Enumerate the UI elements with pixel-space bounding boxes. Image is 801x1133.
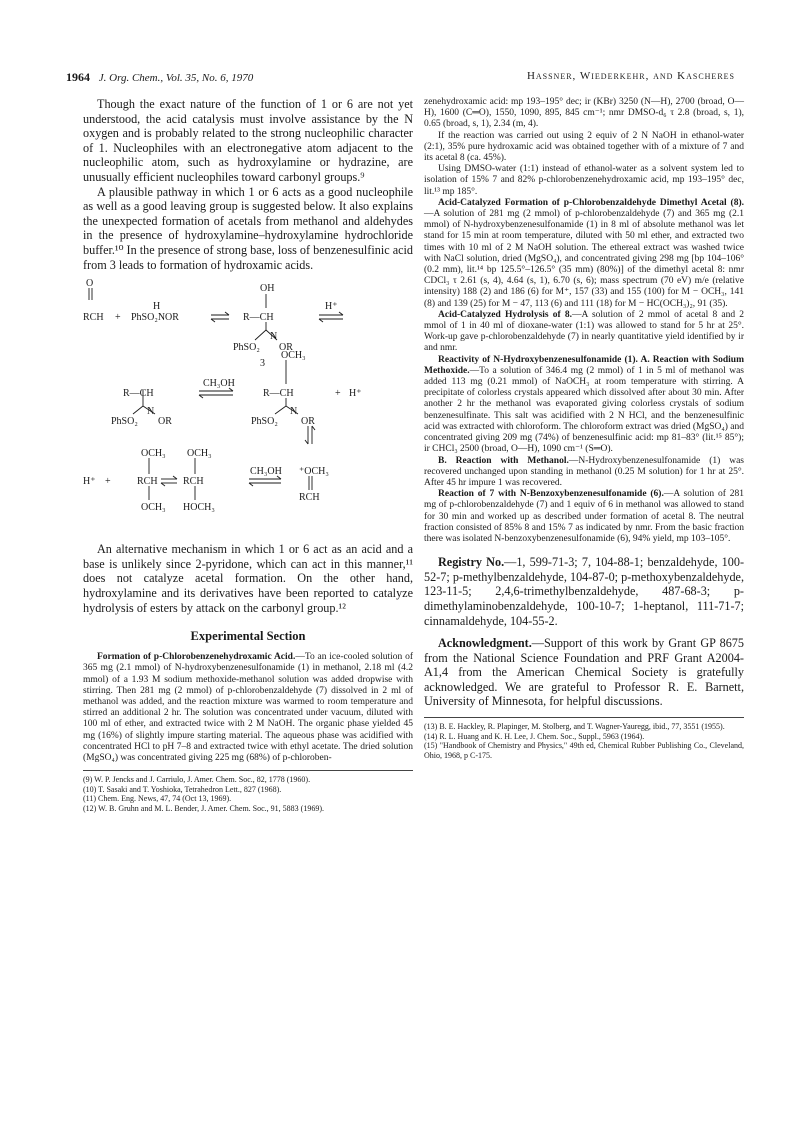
scheme-label: R—CH <box>123 388 154 400</box>
acknowledgment-text: —Support of this work by Grant GP 8675 from the National Science Foundation and PRF Grant A2004-A1,4 from the American Chemical Society is gratefully acknowledged. We are grateful to Professor R. E. Barnett, University of Minnesota, for helpful discussions. <box>424 636 744 709</box>
procedure-heading: Formation of p-Chlorobenzenehydroxamic Acid. <box>97 652 296 663</box>
scheme-label: PhSO₂ <box>251 416 278 428</box>
registry-numbers <box>424 555 744 628</box>
procedure-reactivity <box>424 355 744 456</box>
scheme-label: RCH <box>183 476 204 488</box>
scheme-label: OCH₃ <box>141 448 166 460</box>
scheme-label: + <box>335 388 341 400</box>
procedure-text: —N-Hydroxybenzenesulfonamide (1) was recovered unchanged upon standing in methanol (0.25 M solution) for 1 hr at 25°. After 45 hr impure 1 was recovered. <box>424 455 745 488</box>
scheme-label: + <box>115 312 121 324</box>
scheme-label: R—CH <box>263 388 294 400</box>
scheme-label: R—CH <box>243 312 274 324</box>
footnote: (12) W. B. Gruhn and M. L. Bender, J. Amer. Chem. Soc., 91, 5883 (1969). <box>83 803 324 813</box>
left-column <box>83 97 413 814</box>
procedure-heading: Acid-Catalyzed Hydrolysis of 8. <box>438 309 572 320</box>
procedure-text: —To a solution of 346.4 mg (2 mmol) of 1 in 5 ml of methanol was added 113 mg (0.21 mmol) of NaOCH₃ at room temperature with stirring. A precipitate of colorless crystals appeared which dissolved after about 30 min. After another 2 hr the methanol was evaporated giving colorless crystals of sodium benzenesulfinate. This salt was acidified with 2 N HCl, and the benzenesulfinic acid was extracted with chloroform. The chloroform extract was dried (MgSO₄) and concentrated giving 209 mg (74%) of benzenesulfinic acid: mp 81–83° (lit.¹⁵ 85°); ir CHCl₃ 2500 (broad, O—H), 1090 cm⁻¹ (S═O). <box>424 365 744 455</box>
procedure-hydroxamic <box>83 652 413 764</box>
procedure-heading: Reaction of 7 with N-Benzoxybenzenesulfonamide (6). <box>438 489 664 500</box>
scheme-label: OR <box>279 342 293 354</box>
footnote-divider <box>83 770 413 771</box>
scheme-label: CH₃OH <box>203 378 235 390</box>
procedure-text: —A solution of 2 mmol of acetal 8 and 2 mmol of 1 in 40 ml of dioxane-water (1:1) was allowed to stand for 5 hr at 25°. Work-up gave p-chlorobenzaldehyde (7) in nearly quantitative yield identified by ir and nmr. <box>424 309 744 354</box>
scheme-label: H⁺ <box>325 301 338 313</box>
procedure-text: Using DMSO-water (1:1) instead of ethanol-water as a solvent system led to isolation of 15% 7 and 82% p-chlorobenzenehydroxamic acid, mp 193–195° dec, lit.¹³ mp 185°. <box>424 164 744 197</box>
acknowledgment-heading: Acknowledgment. <box>438 636 532 651</box>
scheme-label: OCH₃ <box>141 502 166 514</box>
running-header <box>66 70 735 84</box>
procedure-hydrolysis <box>424 310 744 355</box>
scheme-label: 3 <box>260 358 265 370</box>
scheme-label: PhSO₂ <box>111 416 138 428</box>
reaction-scheme <box>83 278 413 536</box>
registry-text: —1, 599-71-3; 7, 104-88-1; benzaldehyde, 100-52-7; p-methylbenzaldehyde, 104-87-0; p-methoxybenzaldehyde, 123-11-5; 2,4,6-trimethylbenzaldehyde, 487-68-3; p-dimethylaminobenzaldehyde, 100-10-7; 1-heptanol, 111-71-7; cinnamaldehyde, 104-55-2. <box>424 555 745 628</box>
scheme-label: N <box>290 406 298 418</box>
footnote: (14) R. L. Huang and K. H. Lee, J. Chem. Soc., Suppl., 5963 (1964). <box>424 731 645 741</box>
scheme-label: OR <box>301 416 315 428</box>
footnote: (15) "Handbook of Chemistry and Physics," 49th ed, Chemical Rubber Publishing Co., Cleveland, Ohio, 1968, p C-175. <box>424 741 744 760</box>
paragraph-alternative: An alternative mechanism in which 1 or 6 act as an acid and a base is unlikely since 2-pyridone, which can act in this manner,¹¹ does not catalyze acetal formation. On the other hand, hydroxylamine and its derivatives have been reported to catalyze hydrolysis of esters by attack on the carbonyl group.¹² <box>83 542 413 615</box>
footnote: (13) B. E. Hackley, R. Plapinger, M. Stolberg, and T. Wagner-Yauregg, ibid., 77, 3551 (1955). <box>424 722 725 732</box>
footnote-divider <box>424 717 744 718</box>
registry-heading: Registry No. <box>438 555 505 570</box>
scheme-label: HOCH₃ <box>183 502 215 514</box>
scheme-label: PhSO₂ <box>233 342 260 354</box>
procedure-benzoxy <box>424 489 744 545</box>
footnote: (10) T. Sasaki and T. Yoshioka, Tetrahedron Lett., 827 (1968). <box>83 784 282 794</box>
paragraph-catalysis: Though the exact nature of the function of 1 or 6 are not yet understood, the acid catalysis must involve assistance by the N oxygen and is probably related to the strong nucleophilic character of 1. Nucleophiles with an electronegative atom adjacent to the nucleophilic atom, such as hydroxylamine or hydrazine, are unusually efficient nucleophiles toward carbonyl groups.⁹ <box>83 97 413 184</box>
page-number: 1964 <box>66 70 90 84</box>
scheme-label: + <box>105 476 111 488</box>
scheme-label: RCH <box>299 492 320 504</box>
procedure-heading: B. Reaction with Methanol. <box>438 455 569 466</box>
scheme-label: RCH <box>137 476 158 488</box>
section-title: Experimental Section <box>190 629 306 644</box>
scheme-label: OH <box>260 283 275 295</box>
procedure-methanol <box>424 456 744 490</box>
procedure-acetal <box>424 198 744 310</box>
procedure-heading: Acid-Catalyzed Formation of p-Chlorobenzaldehyde Dimethyl Acetal (8). <box>438 197 744 208</box>
procedure-text: —To an ice-cooled solution of 365 mg (2.1 mmol) of N-hydroxybenzenesulfonamide (1) in methanol, 2.18 ml (4.2 mmol) of a 1.93 M sodium methoxide-methanol solution was added dropwise with stirring. Then 281 mg (2 mmol) of p-chlorobenzaldehyde (7) dissolved in 2 ml of methanol was added, and the reaction mixture was warmed to room temperature and stirred an additional 2 hr. The solution was concentrated under vacuum, diluted with 100 ml of ether, and extracted twice with 2 M NaOH. The organic phase yielded 45 mg (16%) of slightly impure starting material. The aqueous phase was acidified with concentrated HCl to pH 7–8 and extracted twice with ethyl acetate. The dried solution (MgSO₄) was concentrated giving 225 mg (68%) of p-chloroben- <box>83 652 413 763</box>
scheme-label: PhSO₂NOR <box>131 312 179 324</box>
procedure-heading: Reactivity of N-Hydroxybenzenesulfonamide (1). A. Reaction with Sodium Methoxide. <box>424 354 744 376</box>
scheme-label: N <box>147 406 155 418</box>
scheme-label: RCH <box>83 312 104 324</box>
procedure-text: If the reaction was carried out using 2 equiv of 2 N NaOH in ethanol-water (2:1), 35% pure hydroxamic acid was obtained together with of a mixture of 7 and its acetal 8 (ca. 45%). <box>424 130 744 164</box>
scheme-label: CH₃OH <box>250 466 282 478</box>
procedure-text: —A solution of 281 mg of p-chlorobenzaldehyde (7) and 1 equiv of 6 in methanol was allowed to stand for 30 min and worked up as described under formation of acetal 8. The neutral fraction consisted of 85% 8 and 15% 7 as indicated by nmr. From the basic fraction there was isolated N-benzoxybenzenesulfonamide (6), 94% yield, mp 103–105°. <box>424 489 744 544</box>
running-authors: Hassner, Wiederkehr, and Kascheres <box>526 70 735 82</box>
scheme-label: OCH₃ <box>187 448 212 460</box>
scheme-label: OCH₃ <box>281 350 306 362</box>
scheme-label: O <box>86 278 94 290</box>
scheme-label: H⁺ <box>349 388 362 400</box>
procedure-text: —A solution of 281 mg (2 mmol) of p-chlorobenzaldehyde (7) and 365 mg (2.1 mmol) of N-hydroxybenzenesulfonamide (1) in 8 ml of absolute methanol was let stand for 15 min at room temperature, diluted with 50 ml ether, and extracted two times with 10 ml of 2 M NaOH solution. The ethereal extract was washed twice with NaCl solution, dried (MgSO₄), and concentrated giving 298 mg [bp 104–106° (0.2 mm), lit.¹⁴ bp 125.5°–126.5° (35 mm) (80%)] of the dimethyl acetal 8: nmr CDCl₃ τ 2.61 (s, 4), 4.64 (s, 1), 6.70 (s, 6); mass spectrum (70 eV) m/e (relative intensity) 188 (2) and 186 (6) for M⁺, 157 (33) and 155 (100) for M − OCH₃, 141 (8) and 139 (25) for M − 47, 113 (6) and 111 (18) for M − HC(OCH₃)₂, 91 (35). <box>424 209 744 309</box>
paragraph-pathway: A plausible pathway in which 1 or 6 acts as a good nucleophile as well as a good leaving group is suggested below. It also explains the unexpected formation of acetals from methanol and aldehydes in the presence of hydroxylamine–hydroxylamine hydrochloride buffer.¹⁰ In the presence of strong base, loss of benzenesulfinic acid from 3 leads to formation of hydroxamic acids. <box>83 184 413 272</box>
right-column <box>424 97 744 760</box>
scheme-label: N <box>270 331 278 343</box>
reaction-scheme-drawing <box>83 278 413 536</box>
scheme-label: H <box>153 301 161 313</box>
scheme-label: OR <box>158 416 172 428</box>
footnote: (9) W. P. Jencks and J. Carriulo, J. Amer. Chem. Soc., 82, 1778 (1960). <box>83 775 311 785</box>
scheme-label: H⁺ <box>83 476 96 488</box>
footnote: (11) Chem. Eng. News, 47, 74 (Oct 13, 1969). <box>83 794 232 804</box>
procedure-text: zenehydroxamic acid: mp 193–195° dec; ir (KBr) 3250 (N—H), 2700 (broad, O—H), 1600 (C═O), 1550, 1090, 895, 845 cm⁻¹; nmr DMSO-d₆ τ 2.8 (broad, s, 1), 0.65 (broad, s, 1), 2.34 (m, 4). <box>424 97 744 130</box>
journal-citation: J. Org. Chem., Vol. 35, No. 6, 1970 <box>98 72 254 84</box>
scheme-label: ⁺OCH₃ <box>299 466 329 478</box>
scheme-labels <box>83 278 362 513</box>
acknowledgment <box>424 636 744 709</box>
